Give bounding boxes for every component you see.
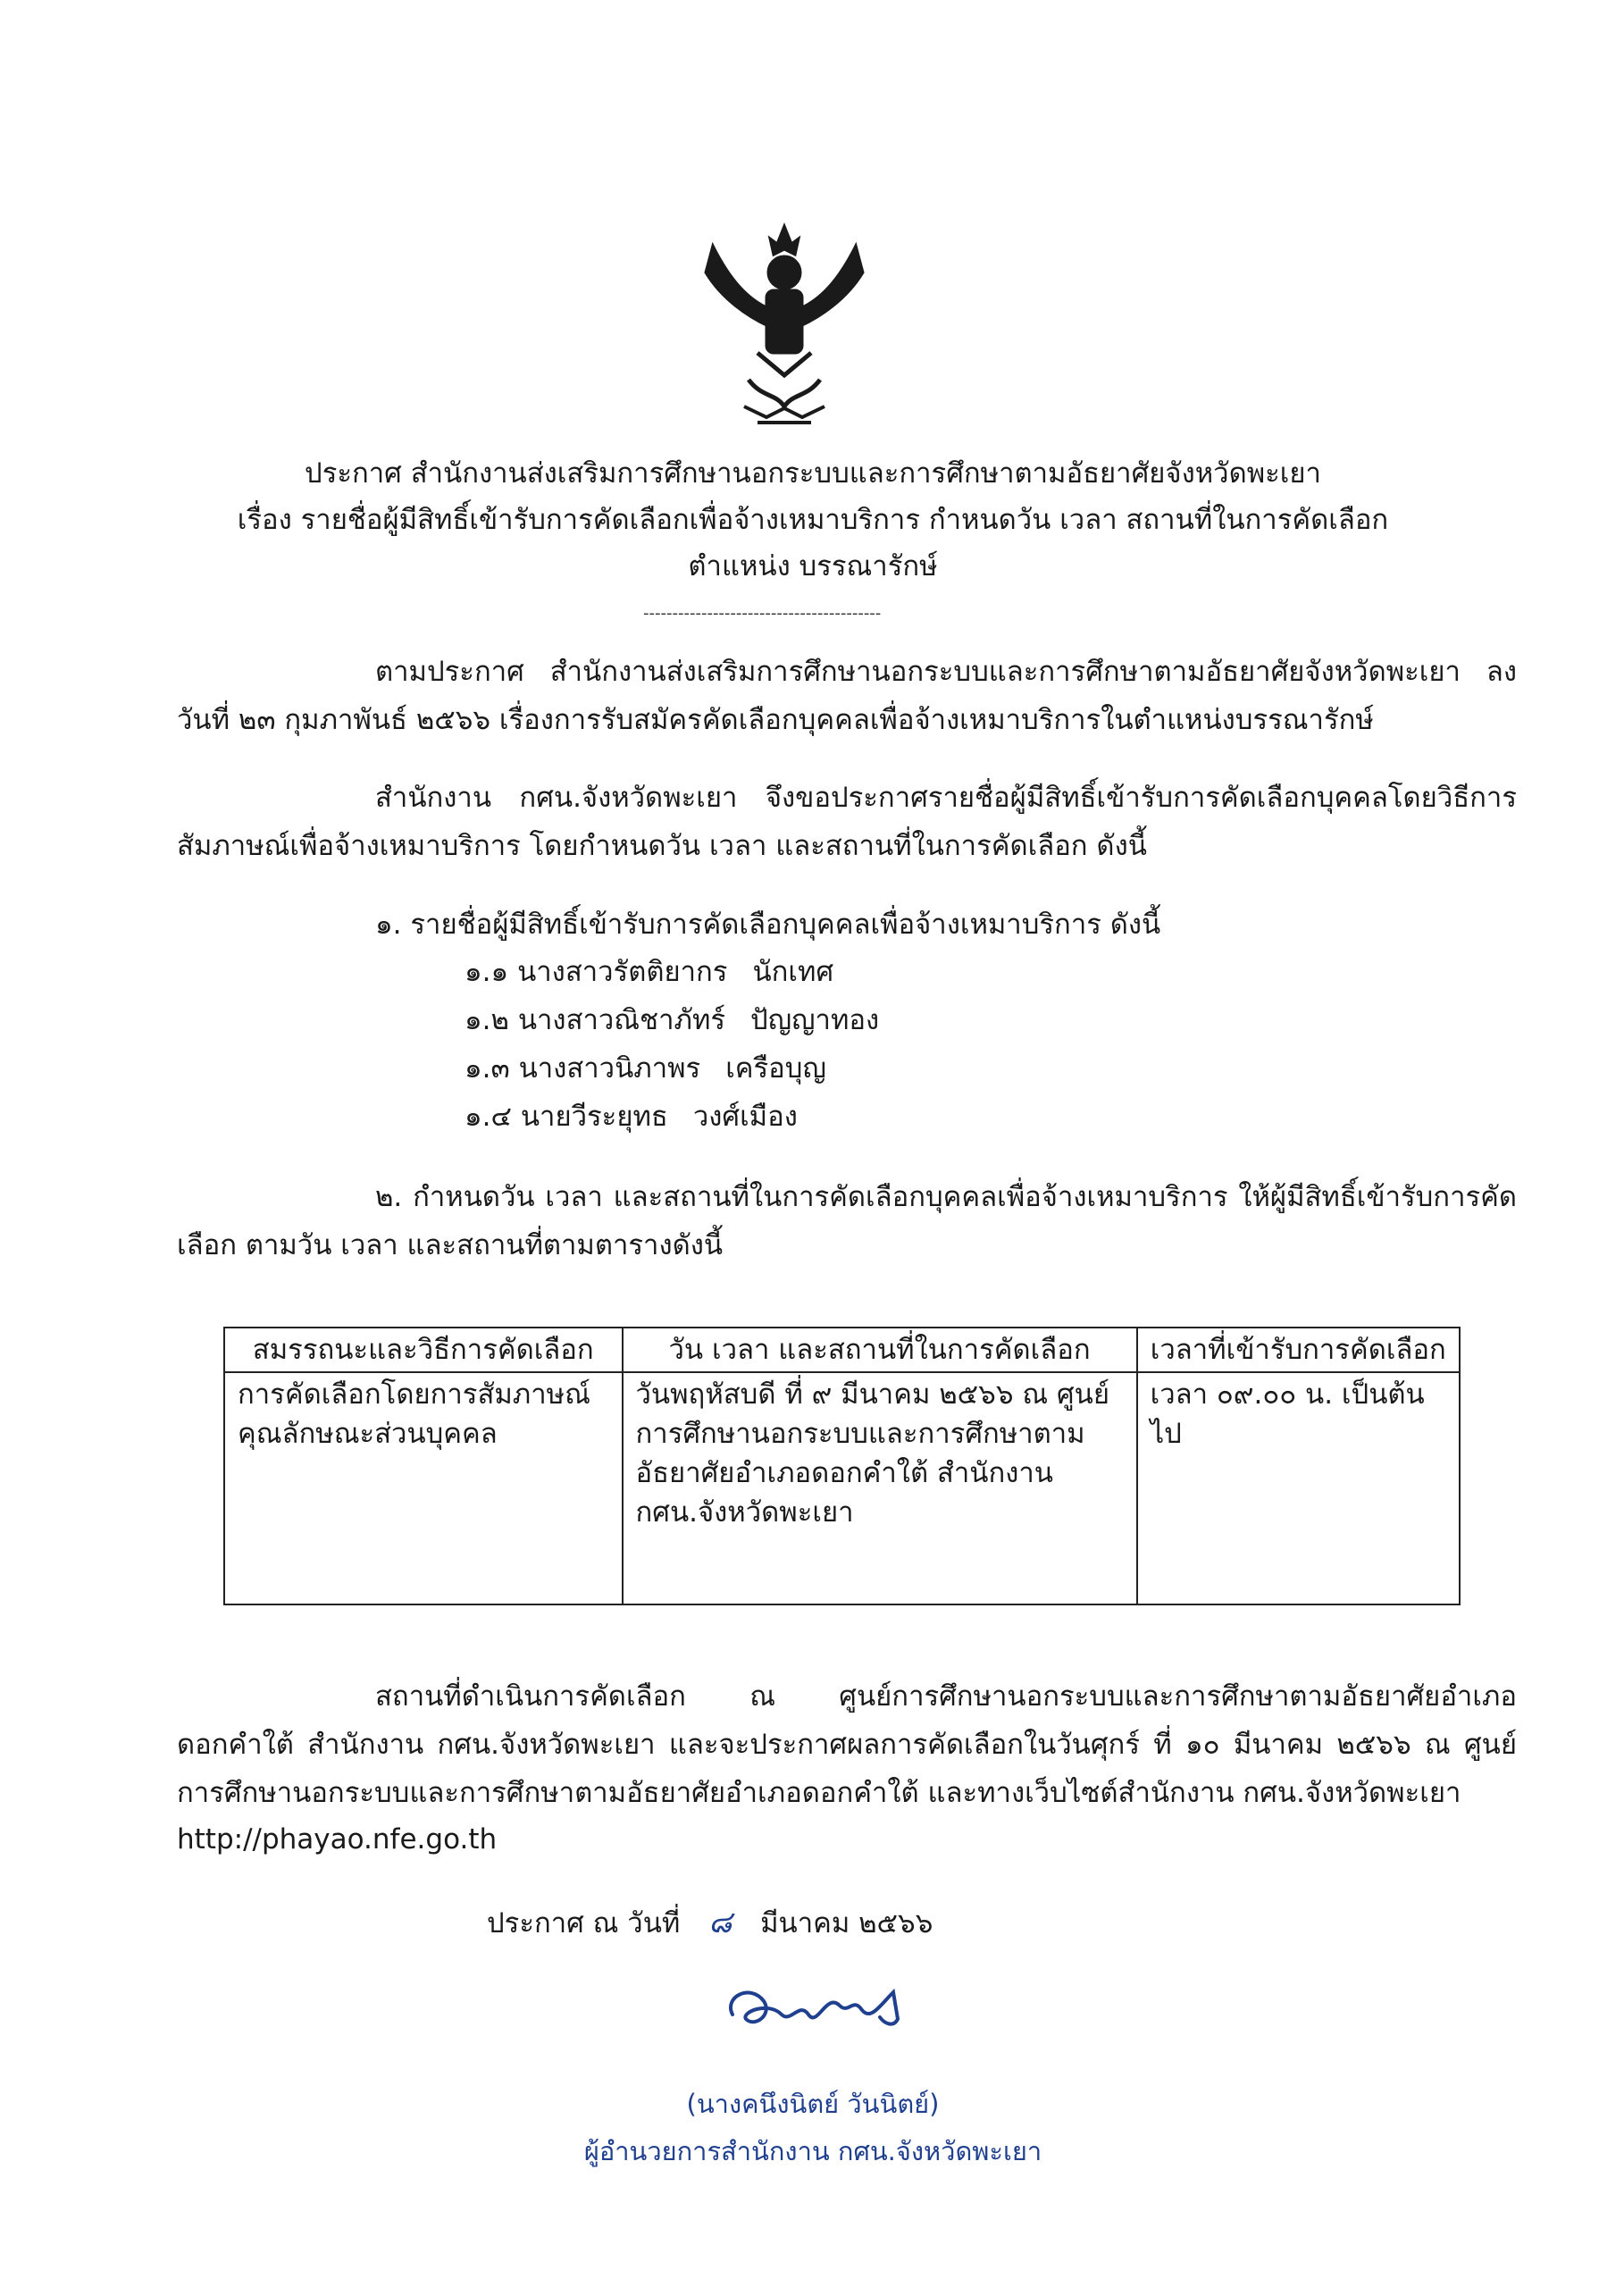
venue-paragraph: สถานที่ดำเนินการคัดเลือก ณ ศูนย์การศึกษานอกระบบและการศึกษาตามอัธยาศัยอำเภอดอกคำใต้ สำนักงาน กศน.จังหวัดพะเยา และจะประกาศผลการคัดเลือกในวันศุกร์ ที่ ๑๐ มีนาคม ๒๕๖๖ ณ ศูนย์การศึกษานอกระบบและการศึกษาตามอัธยาศัยอำเภอดอกคำใต้ และทางเว็บไซต์สำนักงาน กศน.จังหวัดพะเยา (177, 1680, 1517, 1809)
column-header-date-place: วัน เวลา และสถานที่ในการคัดเลือก (623, 1328, 1137, 1372)
divider-rule: ----------------------------------------- (643, 604, 882, 623)
candidate-first-name: นางสาวรัตติยากร (517, 956, 728, 988)
candidate-number: ๑.๒ (465, 1004, 509, 1036)
candidate-item (465, 1094, 798, 1139)
cell-method: การคัดเลือกโดยการสัมภาษณ์คุณลักษณะส่วนบุคคล (224, 1372, 623, 1604)
candidate-last-name: เครือบุญ (725, 1052, 826, 1085)
column-header-method: สมรรถนะและวิธีการคัดเลือก (224, 1328, 623, 1372)
date-day-handwritten: ๘ (708, 1905, 732, 1940)
reference-paragraph: ตามประกาศ สำนักงานส่งเสริมการศึกษานอกระบบและการศึกษาตามอัธยาศัยจังหวัดพะเยา ลงวันที่ ๒๓ กุมภาพันธ์ ๒๕๖๖ เรื่องการรับสมัครคัดเลือกบุคคลเพื่อจ้างเหมาบริการในตำแหน่งบรรณารักษ์ (177, 656, 1517, 736)
signer-name: (นางคนึงนิตย์ วันนิตย์) (686, 2089, 940, 2119)
announcement-date (487, 1898, 933, 1948)
candidate-item (465, 998, 879, 1043)
candidate-first-name: นายวีระยุทธ (520, 1101, 668, 1133)
announcement-paragraph: สำนักงาน กศน.จังหวัดพะเยา จึงขอประกาศรายชื่อผู้มีสิทธิ์เข้ารับการคัดเลือกบุคคลโดยวิธีการสัมภาษณ์เพื่อจ้างเหมาบริการ โดยกำหนดวัน เวลา และสถานที่ในการคัดเลือก ดังนี้ (177, 782, 1517, 862)
candidate-number: ๑.๑ (465, 956, 509, 988)
column-header-time: เวลาที่เข้ารับการคัดเลือก (1137, 1328, 1460, 1372)
candidate-last-name: นักเทศ (752, 956, 834, 988)
website-link[interactable]: http://phayao.nfe.go.th (177, 1823, 498, 1856)
table-header-row (224, 1328, 1460, 1372)
candidate-first-name: นางสาวนิภาพร (518, 1052, 701, 1085)
candidate-list-heading: ๑. รายชื่อผู้มีสิทธิ์เข้ารับการคัดเลือกบุคคลเพื่อจ้างเหมาบริการ ดังนี้ (375, 909, 1161, 941)
candidate-number: ๑.๓ (465, 1052, 510, 1085)
schedule-paragraph: ๒. กำหนดวัน เวลา และสถานที่ในการคัดเลือกบุคคลเพื่อจ้างเหมาบริการ ให้ผู้มีสิทธิ์เข้ารับการคัดเลือก ตามวัน เวลา และสถานที่ตามตารางดังนี้ (177, 1181, 1517, 1261)
cell-date-place: วันพฤหัสบดี ที่ ๙ มีนาคม ๒๕๖๖ ณ ศูนย์การศึกษานอกระบบและการศึกษาตามอัธยาศัยอำเภอดอกคำใต้ สำนักงาน กศน.จังหวัดพะเยา (623, 1372, 1137, 1604)
signature-icon (715, 1965, 920, 2046)
table-row (224, 1372, 1460, 1604)
announcement-position: ตำแหน่ง บรรณารักษ์ (688, 550, 938, 582)
candidate-last-name: ปัญญาทอง (750, 1004, 880, 1036)
announcement-title: ประกาศ สำนักงานส่งเสริมการศึกษานอกระบบและการศึกษาตามอัธยาศัยจังหวัดพะเยา (305, 457, 1321, 490)
signer-title: ผู้อำนวยการสำนักงาน กศน.จังหวัดพะเยา (583, 2136, 1042, 2166)
cell-time: เวลา ๐๙.๐๐ น. เป็นต้นไป (1137, 1372, 1460, 1604)
date-month-year: มีนาคม ๒๕๖๖ (760, 1907, 933, 1939)
garuda-emblem-icon (695, 219, 874, 433)
candidate-item (465, 950, 833, 994)
date-prefix: ประกาศ ณ วันที่ (487, 1907, 681, 1939)
candidate-number: ๑.๔ (465, 1101, 512, 1133)
selection-schedule-table (223, 1327, 1461, 1605)
candidate-item (465, 1046, 826, 1091)
candidate-last-name: วงศ์เมือง (692, 1101, 798, 1133)
announcement-subject: เรื่อง รายชื่อผู้มีสิทธิ์เข้ารับการคัดเลือกเพื่อจ้างเหมาบริการ กำหนดวัน เวลา สถานที่ในการคัดเลือก (237, 504, 1389, 536)
candidate-first-name: นางสาวณิชาภัทร์ (517, 1004, 726, 1036)
